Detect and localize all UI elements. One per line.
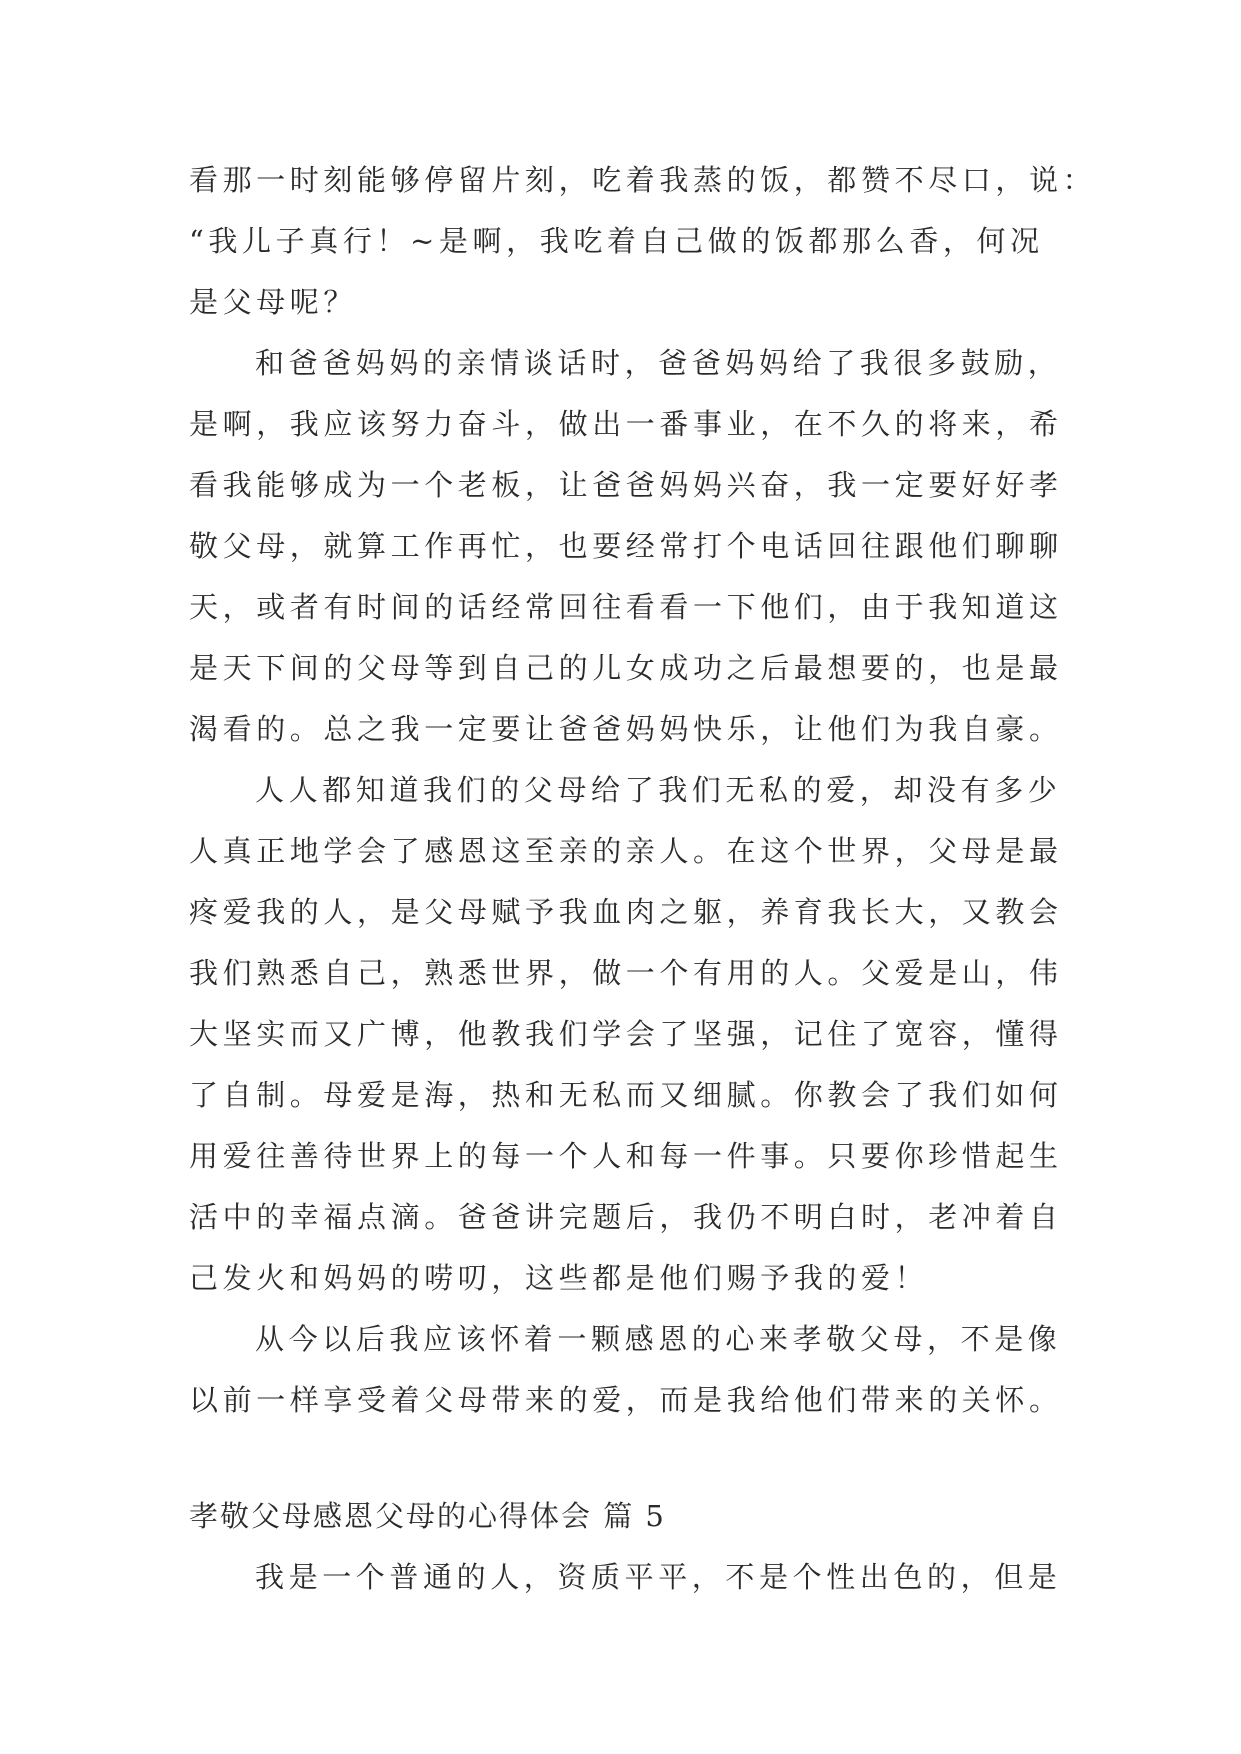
document-body xyxy=(189,150,1097,1608)
text-line: 是啊，我应该努力奋斗，做出一番事业，在不久的将来，希 xyxy=(189,407,1063,441)
section-heading: 孝敬父母感恩父母的心得体会 篇 5 xyxy=(189,1499,666,1533)
text-line: 己发火和妈妈的唠叨，这些都是他们赐予我的爱！ xyxy=(189,1261,929,1295)
paragraph-5 xyxy=(189,1547,1069,1608)
text-line: 疼爱我的人，是父母赋予我血肉之躯，养育我长大，又教会 xyxy=(189,895,1063,929)
text-line: 是天下间的父母等到自己的儿女成功之后最想要的，也是最 xyxy=(189,651,1063,685)
text-line: 用爱往善待世界上的每一个人和每一件事。只要你珍惜起生 xyxy=(189,1139,1063,1173)
text-line: 从今以后我应该怀着一颗感恩的心来孝敬父母，不是像 xyxy=(255,1322,1062,1356)
text-line: 以前一样享受着父母带来的爱，而是我给他们带来的关怀。 xyxy=(189,1383,1063,1417)
text-line: “我儿子真行！~是啊，我吃着自己做的饭都那么香，何况 xyxy=(189,224,1044,258)
text-line: 人人都知道我们的父母给了我们无私的爱，却没有多少 xyxy=(255,773,1062,807)
text-line: 我们熟悉自己，熟悉世界，做一个有用的人。父爱是山，伟 xyxy=(189,956,1063,990)
text-line: 和爸爸妈妈的亲情谈话时，爸爸妈妈给了我很多鼓励， xyxy=(255,346,1062,380)
text-line: 看我能够成为一个老板，让爸爸妈妈兴奋，我一定要好好孝 xyxy=(189,468,1063,502)
text-line: 看那一时刻能够停留片刻，吃着我蒸的饭，都赞不尽口，说： xyxy=(189,163,1097,197)
paragraph-4 xyxy=(189,1309,1069,1431)
text-line: 是父母呢？ xyxy=(189,285,358,319)
text-line: 渴看的。总之我一定要让爸爸妈妈快乐，让他们为我自豪。 xyxy=(189,712,1063,746)
text-line: 活中的幸福点滴。爸爸讲完题后，我仍不明白时，老冲着自 xyxy=(189,1200,1063,1234)
paragraph-3 xyxy=(189,760,1069,1309)
paragraph-2 xyxy=(189,333,1069,760)
text-line: 大坚实而又广博，他教我们学会了坚强，记住了宽容，懂得 xyxy=(189,1017,1063,1051)
text-line: 我是一个普通的人，资质平平，不是个性出色的，但是 xyxy=(255,1560,1062,1594)
text-line: 敬父母，就算工作再忙，也要经常打个电话回往跟他们聊聊 xyxy=(189,529,1063,563)
paragraph-1 xyxy=(189,150,1097,333)
text-line: 人真正地学会了感恩这至亲的亲人。在这个世界，父母是最 xyxy=(189,834,1063,868)
text-line: 天，或者有时间的话经常回往看看一下他们，由于我知道这 xyxy=(189,590,1063,624)
text-line: 了自制。母爱是海，热和无私而又细腻。你教会了我们如何 xyxy=(189,1078,1063,1112)
